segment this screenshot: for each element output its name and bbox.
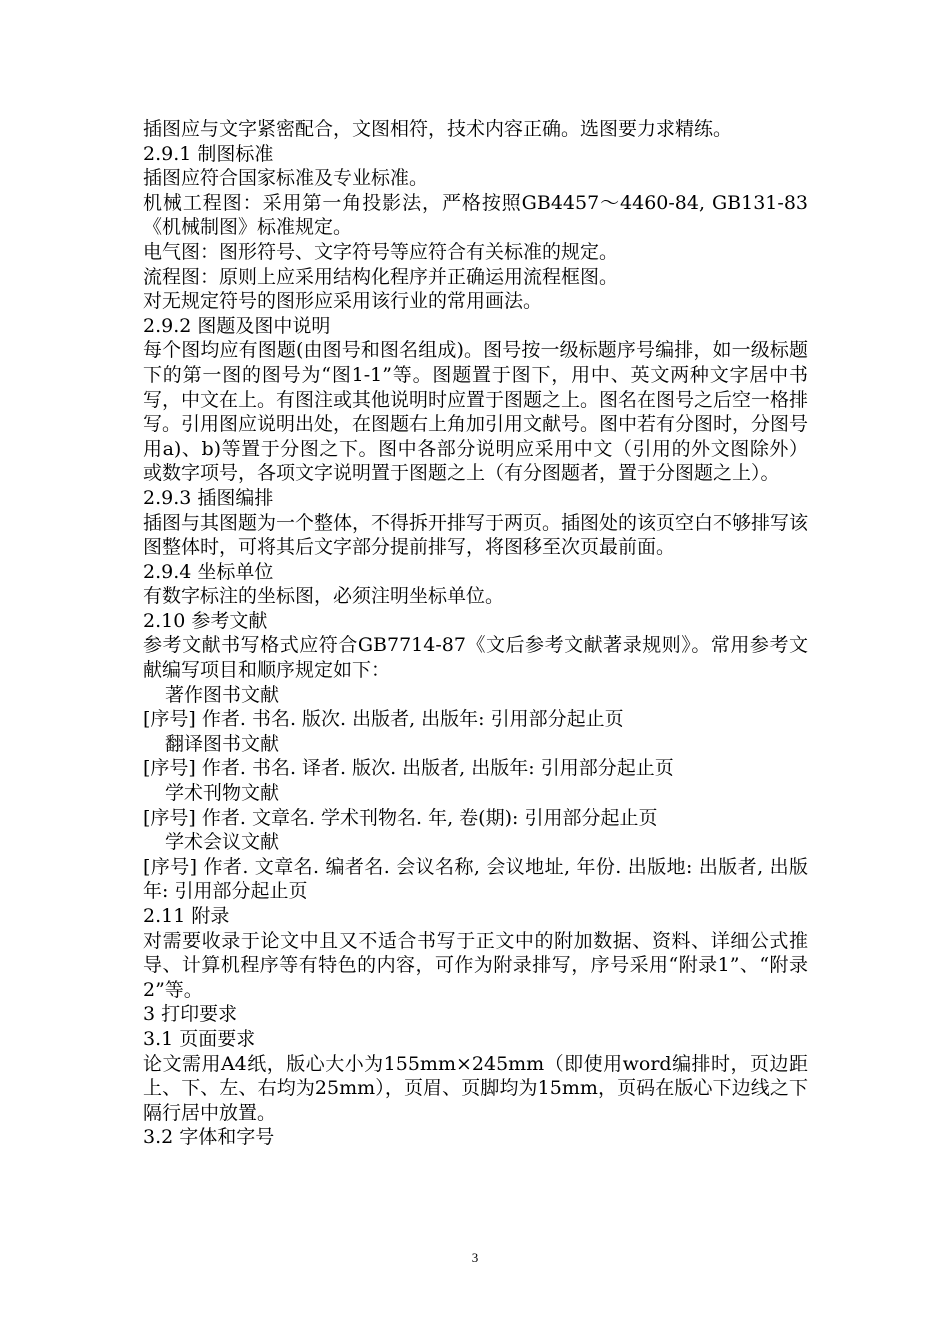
- section-heading: 2.9.3 插图编排: [143, 486, 274, 509]
- section-heading: 2.9.4 坐标单位: [143, 560, 274, 583]
- paragraph: 著作图书文献: [165, 683, 280, 706]
- document-body: [143, 117, 808, 1150]
- paragraph: 有数字标注的坐标图，必须注明坐标单位。: [143, 585, 505, 608]
- paragraph: 学术刊物文献: [165, 782, 280, 805]
- paragraph: 流程图：原则上应采用结构化程序并正确运用流程框图。: [143, 265, 619, 288]
- paragraph: 机械工程图：采用第一角投影法，严格按照GB4457～4460-84, GB131-83《机械制图》标准规定。: [143, 191, 808, 239]
- paragraph: 每个图均应有图题(由图号和图名组成)。图号按一级标题序号编排，如一级标题下的第一图的图号为“图1-1”等。图题置于图下，用中、英文两种文字居中书写，中文在上。有图注或其他说明时应置于图题之上。图名在图号之后空一格排写。引用图应说明出处，在图题右上角加引用文献号。图中若有分图时，分图号用a)、b)等置于分图之下。图中各部分说明应采用中文（引用的外文图除外）或数字项号，各项文字说明置于图题之上（有分图题者，置于分图题之上）。: [143, 339, 809, 485]
- paragraph: [序号] 作者. 文章名. 编者名. 会议名称, 会议地址, 年份. 出版地: 出版者, 出版年: 引用部分起止页: [143, 855, 808, 903]
- paragraph: 插图与其图题为一个整体，不得拆开排写于两页。插图处的该页空白不够排写该图整体时，可将其后文字部分提前排写，将图移至次页最前面。: [143, 511, 809, 559]
- page-number: 3: [471, 1250, 479, 1265]
- paragraph: [序号] 作者. 文章名. 学术刊物名. 年, 卷(期): 引用部分起止页: [143, 806, 658, 829]
- section-heading: 2.11 附录: [143, 905, 230, 927]
- section-heading: 3 打印要求: [143, 1003, 238, 1026]
- section-heading: 2.9.2 图题及图中说明: [143, 314, 331, 337]
- section-heading: 3.1 页面要求: [143, 1027, 256, 1050]
- paragraph: [序号] 作者. 书名. 版次. 出版者, 出版年: 引用部分起止页: [143, 708, 624, 731]
- section-heading: 2.9.1 制图标准: [143, 142, 274, 165]
- paragraph: 参考文献书写格式应符合GB7714-87《文后参考文献著录规则》。常用参考文献编写项目和顺序规定如下：: [143, 634, 808, 682]
- paragraph: 电气图：图形符号、文字符号等应符合有关标准的规定。: [143, 240, 619, 263]
- paragraph: 对无规定符号的图形应采用该行业的常用画法。: [143, 290, 543, 313]
- section-heading: 3.2 字体和字号: [143, 1126, 275, 1149]
- section-heading: 2.10 参考文献: [143, 609, 268, 632]
- paragraph: 对需要收录于论文中且又不适合书写于正文中的附加数据、资料、详细公式推导、计算机程序等有特色的内容，可作为附录排写，序号采用“附录1”、“附录2”等。: [143, 929, 808, 1001]
- paragraph: 论文需用A4纸，版心大小为155mm×245mm（即使用word编排时，页边距上、下、左、右均为25mm），页眉、页脚均为15mm，页码在版心下边线之下隔行居中放置。: [143, 1052, 808, 1124]
- paragraph: 翻译图书文献: [165, 732, 280, 755]
- paragraph: 插图应符合国家标准及专业标准。: [143, 167, 429, 190]
- paragraph: 学术会议文献: [165, 831, 280, 854]
- paragraph: 插图应与文字紧密配合，文图相符，技术内容正确。选图要力求精练。: [143, 118, 733, 140]
- paragraph: [序号] 作者. 书名. 译者. 版次. 出版者, 出版年: 引用部分起止页: [143, 757, 674, 780]
